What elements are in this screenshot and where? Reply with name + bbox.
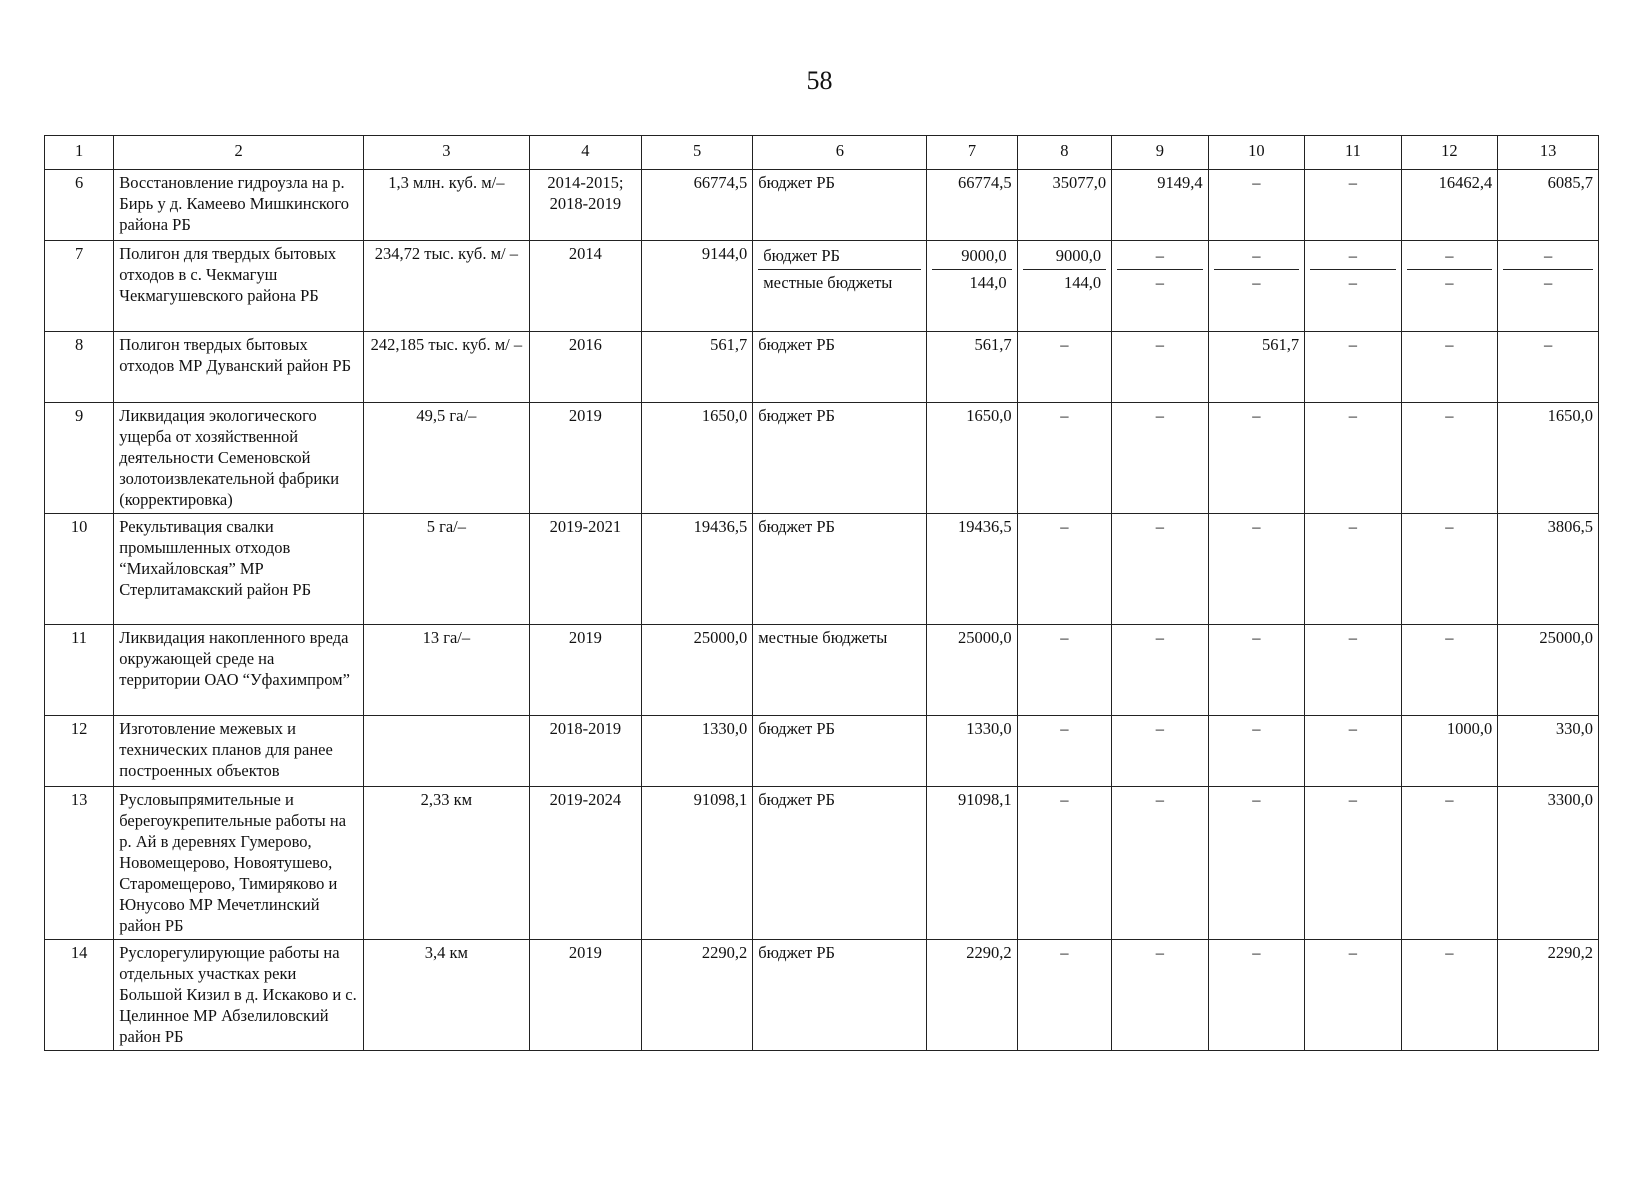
value-col-9: – [1155,246,1164,265]
value-col-7: 19436,5 [927,514,1017,625]
funding-source: бюджет РБ [753,514,927,625]
object-name: Ликвидация накопленного вреда окружающей среде на территории ОАО “Уфахимпром” [114,625,364,716]
value-col-10: – [1252,246,1261,265]
value-col-11: – [1305,170,1402,241]
value-col-7: 561,7 [927,332,1017,403]
value-col-11: – [1310,269,1396,296]
object-name: Ликвидация экологического ущерба от хозяйственной деятельности Семеновской золотоизвлекательной фабрики (корректировка) [114,403,364,514]
capacity: 2,33 км [363,787,529,940]
value-col-8: – [1017,787,1111,940]
column-header: 2 [114,136,364,170]
period: 2019 [529,625,641,716]
value-col-13: 25000,0 [1498,625,1599,716]
total-cost: 561,7 [642,332,753,403]
total-cost: 1330,0 [642,716,753,787]
column-header: 5 [642,136,753,170]
table-row [45,787,1599,940]
value-col-9: – [1112,787,1209,940]
value-col-12: – [1445,246,1454,265]
object-name: Полигон твердых бытовых отходов МР Дуванский район РБ [114,332,364,403]
object-name: Изготовление межевых и технических планов для ранее построенных объектов [114,716,364,787]
row-number: 8 [45,332,114,403]
funding-source: местные бюджеты [753,625,927,716]
value-col-9: – [1112,514,1209,625]
total-cost: 2290,2 [642,940,753,1051]
funding-source: бюджет РБ [753,403,927,514]
value-col-8: 35077,0 [1017,170,1111,241]
value-col-9: – [1117,269,1203,296]
value-col-13: 3806,5 [1498,514,1599,625]
table-row [45,403,1599,514]
row-number: 9 [45,403,114,514]
value-col-10: – [1214,269,1300,296]
value-col-12: – [1401,514,1498,625]
row-number: 10 [45,514,114,625]
capacity: 49,5 га/– [363,403,529,514]
value-col-12-cell [1401,241,1498,332]
value-col-13: 2290,2 [1498,940,1599,1051]
column-header: 8 [1017,136,1111,170]
value-col-13: 3300,0 [1498,787,1599,940]
value-col-7: 2290,2 [927,940,1017,1051]
period: 2018-2019 [529,716,641,787]
program-table [44,135,1599,1051]
total-cost: 25000,0 [642,625,753,716]
value-col-9: 9149,4 [1112,170,1209,241]
value-col-13: – [1543,246,1553,265]
period: 2019-2024 [529,787,641,940]
value-col-10-cell [1208,241,1305,332]
capacity: 5 га/– [363,514,529,625]
row-number: 7 [45,241,114,332]
value-col-13: – [1498,332,1599,403]
value-col-8: – [1017,625,1111,716]
total-cost: 91098,1 [642,787,753,940]
total-cost: 1650,0 [642,403,753,514]
column-header: 6 [753,136,927,170]
value-col-13: 330,0 [1498,716,1599,787]
row-number: 11 [45,625,114,716]
value-col-11: – [1305,787,1402,940]
value-col-7: 1330,0 [927,716,1017,787]
column-header: 7 [927,136,1017,170]
value-col-12: – [1401,332,1498,403]
column-header: 10 [1208,136,1305,170]
column-header: 1 [45,136,114,170]
table-row [45,170,1599,241]
capacity: 242,185 тыс. куб. м/ – [363,332,529,403]
value-col-12: – [1407,269,1493,296]
column-header: 9 [1112,136,1209,170]
capacity: 3,4 км [363,940,529,1051]
value-col-9: – [1112,403,1209,514]
period: 2019 [529,403,641,514]
value-col-12: 16462,4 [1401,170,1498,241]
row-number: 6 [45,170,114,241]
table-row [45,716,1599,787]
value-col-8: – [1017,403,1111,514]
period: 2014 [529,241,641,332]
value-col-12: – [1401,403,1498,514]
value-col-13-cell [1498,241,1599,332]
capacity [363,716,529,787]
table-row [45,625,1599,716]
capacity: 13 га/– [363,625,529,716]
table-row [45,241,1599,332]
value-col-13: 1650,0 [1498,403,1599,514]
value-col-7-cell [927,241,1017,332]
value-col-13: – [1503,269,1593,296]
value-col-13: 6085,7 [1498,170,1599,241]
value-col-11: – [1305,403,1402,514]
value-col-9: – [1112,332,1209,403]
funding-source: местные бюджеты [758,269,921,296]
row-number: 14 [45,940,114,1051]
funding-source: бюджет РБ [753,716,927,787]
value-col-11: – [1305,716,1402,787]
object-name: Русловыпрямительные и берегоукрепительные работы на р. Ай в деревнях Гумерово, Новомещерово, Новоятушево, Старомещерово, Тимиряково и Юнусово МР Мечетлинский район РБ [114,787,364,940]
value-col-7: 9000,0 [961,246,1007,265]
value-col-11-cell [1305,241,1402,332]
value-col-7: 144,0 [932,269,1011,296]
funding-source-cell [753,241,927,332]
funding-source: бюджет РБ [753,940,927,1051]
object-name: Рекультивация свалки промышленных отходов “Михайловская” МР Стерлитамакский район РБ [114,514,364,625]
value-col-7: 91098,1 [927,787,1017,940]
table-row [45,514,1599,625]
funding-source: бюджет РБ [763,246,841,265]
value-col-9-cell [1112,241,1209,332]
value-col-8: – [1017,940,1111,1051]
period: 2016 [529,332,641,403]
column-header: 12 [1401,136,1498,170]
value-col-10: 561,7 [1208,332,1305,403]
value-col-12: – [1401,940,1498,1051]
value-col-10: – [1208,787,1305,940]
value-col-8: 144,0 [1023,269,1106,296]
value-col-8: – [1017,514,1111,625]
header-row [45,136,1599,170]
value-col-7: 1650,0 [927,403,1017,514]
value-col-8: – [1017,716,1111,787]
column-header: 11 [1305,136,1402,170]
period: 2014-2015; 2018-2019 [529,170,641,241]
total-cost: 66774,5 [642,170,753,241]
value-col-10: – [1208,716,1305,787]
total-cost: 19436,5 [642,514,753,625]
value-col-12: 1000,0 [1401,716,1498,787]
value-col-10: – [1208,403,1305,514]
value-col-7: 25000,0 [927,625,1017,716]
row-number: 12 [45,716,114,787]
value-col-10: – [1208,940,1305,1051]
column-header: 3 [363,136,529,170]
value-col-12: – [1401,625,1498,716]
table-row [45,332,1599,403]
value-col-8-cell [1017,241,1111,332]
capacity: 1,3 млн. куб. м/– [363,170,529,241]
value-col-11: – [1305,940,1402,1051]
value-col-10: – [1208,625,1305,716]
row-number: 13 [45,787,114,940]
funding-source: бюджет РБ [753,170,927,241]
value-col-7: 66774,5 [927,170,1017,241]
value-col-9: – [1112,625,1209,716]
value-col-9: – [1112,940,1209,1051]
value-col-10: – [1208,514,1305,625]
object-name: Восстановление гидроузла на р. Бирь у д. Камеево Мишкинского района РБ [114,170,364,241]
value-col-12: – [1401,787,1498,940]
value-col-10: – [1208,170,1305,241]
column-header: 13 [1498,136,1599,170]
capacity: 234,72 тыс. куб. м/ – [363,241,529,332]
value-col-8: 9000,0 [1055,246,1102,265]
period: 2019-2021 [529,514,641,625]
value-col-9: – [1112,716,1209,787]
period: 2019 [529,940,641,1051]
value-col-8: – [1017,332,1111,403]
table-row [45,940,1599,1051]
object-name: Полигон для твердых бытовых отходов в с. Чекмагуш Чекмагушевского района РБ [114,241,364,332]
value-col-11: – [1305,625,1402,716]
value-col-11: – [1305,514,1402,625]
page-number: 58 [806,66,833,95]
funding-source: бюджет РБ [753,332,927,403]
value-col-11: – [1348,246,1358,265]
column-header: 4 [529,136,641,170]
funding-source: бюджет РБ [753,787,927,940]
object-name: Руслорегулирующие работы на отдельных участках реки Большой Кизил в д. Искаково и с. Целинное МР Абзелиловский район РБ [114,940,364,1051]
value-col-11: – [1305,332,1402,403]
total-cost: 9144,0 [642,241,753,332]
